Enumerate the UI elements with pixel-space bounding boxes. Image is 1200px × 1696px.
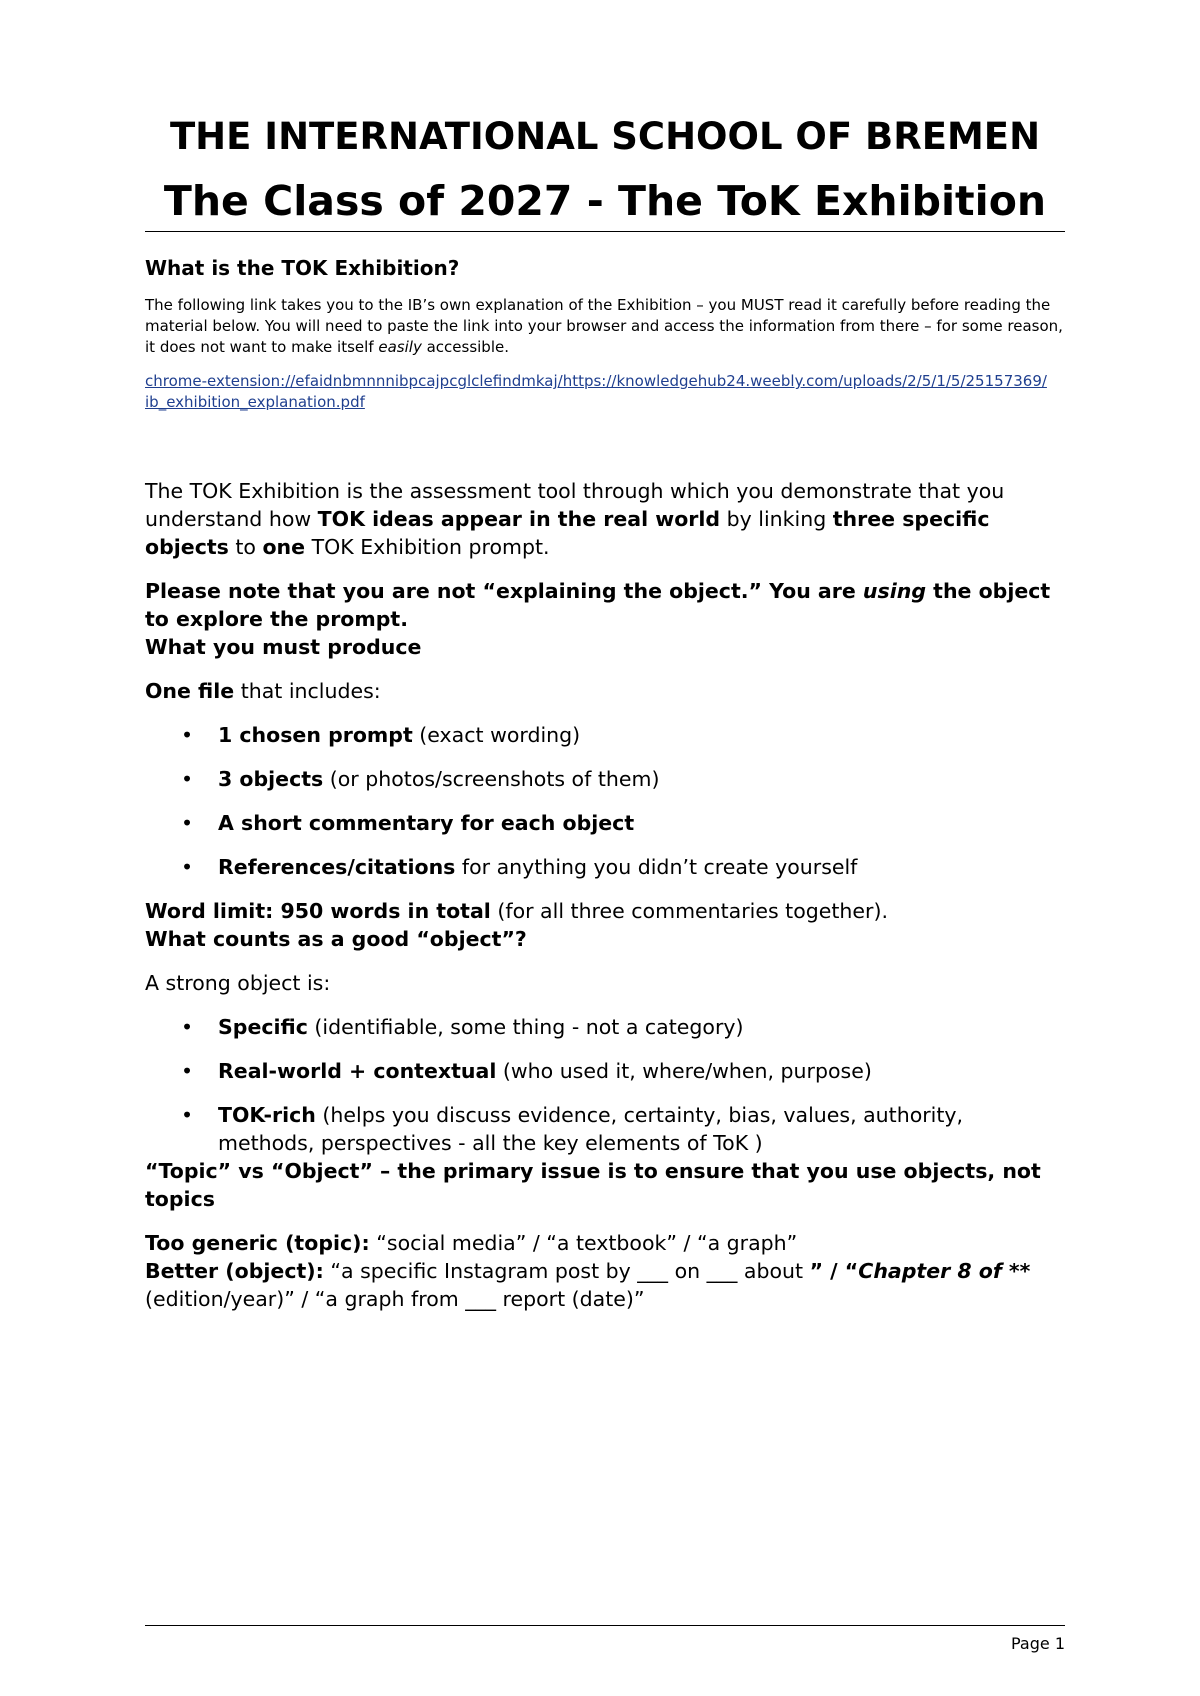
produce-heading: What you must produce — [145, 635, 422, 659]
good-object-list — [145, 1013, 1065, 1157]
list-item: • Real-world + contextual (who used it, where/when, purpose) — [181, 1059, 872, 1083]
bullet-icon: • — [181, 723, 194, 747]
intro-heading: What is the TOK Exhibition? — [145, 256, 460, 280]
list-item: • Specific (identifiable, some thing - not a category) — [181, 1015, 744, 1039]
document-page — [145, 112, 1065, 1313]
produce-lead: One file that includes: — [145, 679, 381, 703]
overview-paragraph: The TOK Exhibition is the assessment tool through which you demonstrate that you understand how TOK ideas appear in the real world by linking three specific objects to one TOK Exhibition prompt. — [145, 479, 1005, 559]
list-item: • 3 objects (or photos/screenshots of them) — [181, 767, 660, 791]
note-paragraph: Please note that you are not “explaining the object.” You are using the object to explore the prompt. — [145, 579, 1051, 631]
topic-vs-object-heading: “Topic” vs “Object” – the primary issue is to ensure that you use objects, not topics — [145, 1159, 1041, 1211]
word-limit: Word limit: 950 words in total (for all three commentaries together). — [145, 899, 888, 923]
ib-explanation-link-wrap — [145, 371, 1065, 413]
bullet-icon: • — [181, 855, 194, 879]
produce-list — [145, 721, 1065, 881]
list-item: • A short commentary for each object — [181, 811, 635, 835]
ib-explanation-link[interactable]: chrome-extension://efaidnbmnnnibpcajpcglclefindmkaj/https://knowledgehub24.weebly.com/uploads/2/5/1/5/25157369/ ib_exhibition_explanation.pdf — [145, 372, 1047, 411]
page-number: Page 1 — [1011, 1634, 1065, 1653]
bullet-icon: • — [181, 1059, 194, 1083]
good-object-lead: A strong object is: — [145, 971, 331, 995]
intro-paragraph: The following link takes you to the IB’s own explanation of the Exhibition – you MUST read it carefully before reading the material below. You will need to paste the link into your browser and access the information from there – for some reason, it does not want to make itself easily accessible. — [145, 296, 1063, 356]
topic-examples: Too generic (topic): “social media” / “a textbook” / “a graph” Better (object): “a specific Instagram post by ___ on ___ about ” / “Chapter 8 of ** (edition/year)” / “a graph from ___ report (date)” — [145, 1231, 1031, 1311]
bullet-icon: • — [181, 1015, 194, 1039]
bullet-icon: • — [181, 811, 194, 835]
list-item: • References/citations for anything you didn’t create yourself — [181, 855, 858, 879]
bullet-icon: • — [181, 1103, 194, 1127]
good-object-heading: What counts as a good “object”? — [145, 927, 527, 951]
list-item: • 1 chosen prompt (exact wording) — [181, 723, 581, 747]
school-name: THE INTERNATIONAL SCHOOL OF BREMEN — [169, 115, 1041, 158]
bullet-icon: • — [181, 767, 194, 791]
footer-rule — [145, 1625, 1065, 1626]
list-item: • TOK-rich (helps you discuss evidence, certainty, bias, values, authority, methods, perspectives - all the key elements of ToK ) — [181, 1103, 964, 1155]
document-title: The Class of 2027 - The ToK Exhibition — [145, 175, 1065, 232]
